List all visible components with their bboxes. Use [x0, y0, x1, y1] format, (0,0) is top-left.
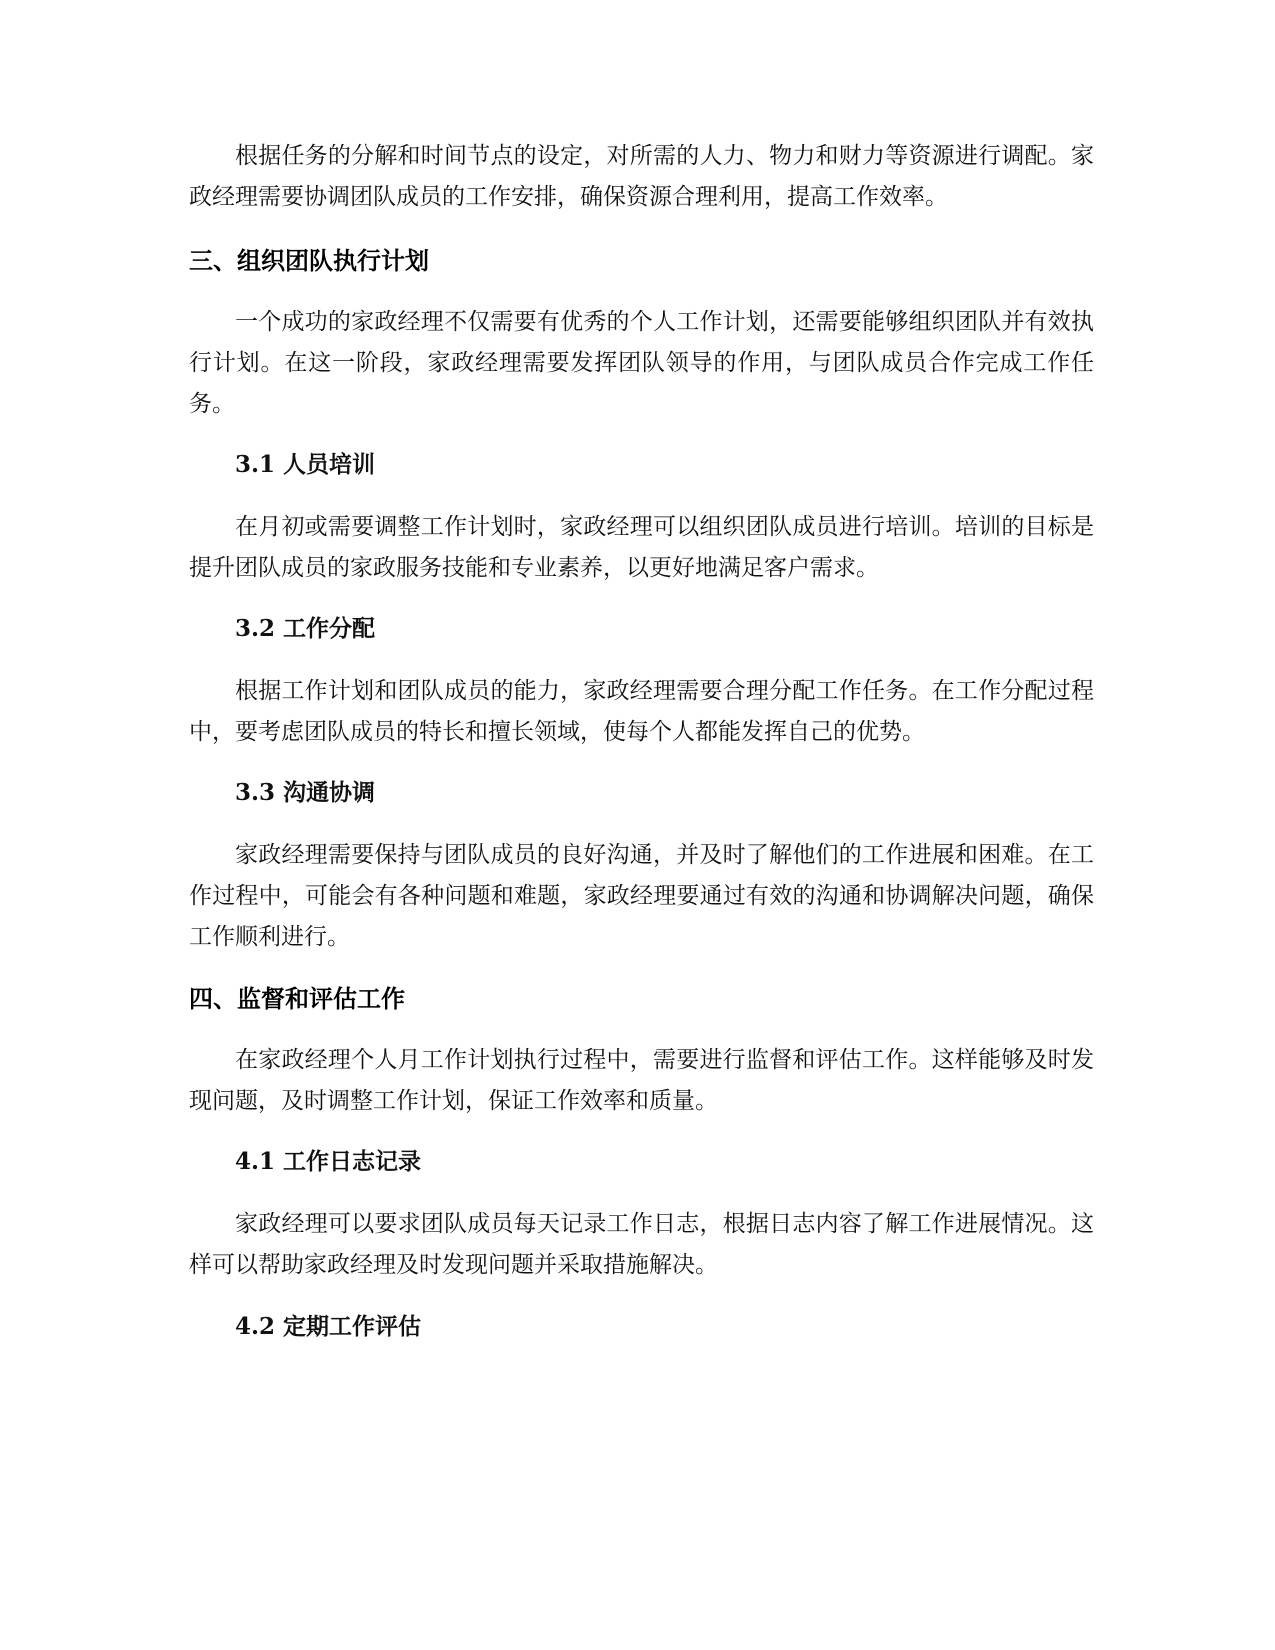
- paragraph-resource-allocation: 根据任务的分解和时间节点的设定，对所需的人力、物力和财力等资源进行调配。家政经理需要协调团队成员的工作安排，确保资源合理利用，提高工作效率。: [189, 143, 1094, 210]
- section-heading-4: 四、监督和评估工作: [189, 985, 405, 1013]
- paragraph-work-log: 家政经理可以要求团队成员每天记录工作日志，根据日志内容了解工作进展情况。这样可以帮助家政经理及时发现问题并采取措施解决。: [189, 1211, 1094, 1278]
- section-heading-3: 三、组织团队执行计划: [189, 247, 429, 275]
- subheading-3-3: 3.3 沟通协调: [235, 779, 376, 806]
- paragraph-supervision: 在家政经理个人月工作计划执行过程中，需要进行监督和评估工作。这样能够及时发现问题，及时调整工作计划，保证工作效率和质量。: [189, 1047, 1094, 1114]
- paragraph-training: 在月初或需要调整工作计划时，家政经理可以组织团队成员进行培训。培训的目标是提升团队成员的家政服务技能和专业素养，以更好地满足客户需求。: [189, 514, 1094, 581]
- subheading-4-1: 4.1 工作日志记录: [235, 1148, 422, 1175]
- subheading-3-2: 3.2 工作分配: [235, 615, 376, 642]
- paragraph-communication: 家政经理需要保持与团队成员的良好沟通，并及时了解他们的工作进展和困难。在工作过程中，可能会有各种问题和难题，家政经理要通过有效的沟通和协调解决问题，确保工作顺利进行。: [189, 842, 1094, 950]
- subheading-3-1: 3.1 人员培训: [235, 451, 376, 478]
- subheading-4-2: 4.2 定期工作评估: [235, 1313, 422, 1340]
- paragraph-task-assignment: 根据工作计划和团队成员的能力，家政经理需要合理分配工作任务。在工作分配过程中，要考虑团队成员的特长和擅长领域，使每个人都能发挥自己的优势。: [189, 678, 1094, 745]
- paragraph-team-execution: 一个成功的家政经理不仅需要有优秀的个人工作计划，还需要能够组织团队并有效执行计划。在这一阶段，家政经理需要发挥团队领导的作用，与团队成员合作完成工作任务。: [189, 309, 1094, 417]
